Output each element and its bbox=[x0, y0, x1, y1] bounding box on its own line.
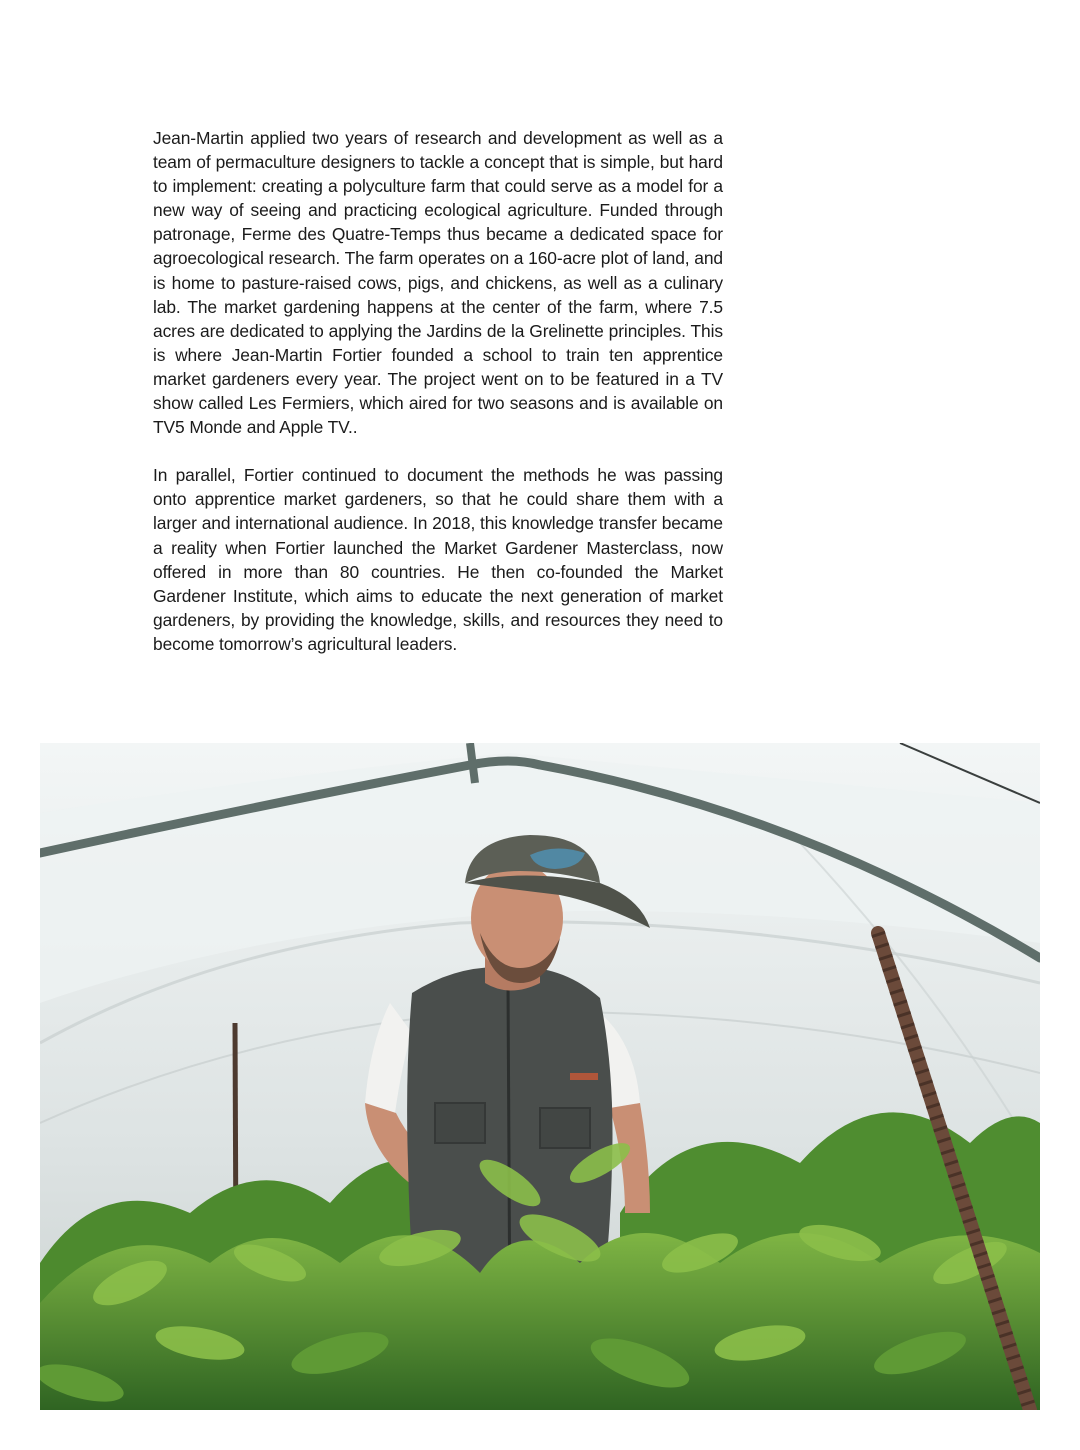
greenhouse-photo bbox=[40, 743, 1040, 1410]
article-paragraph: In parallel, Fortier continued to document the methods he was passing onto apprentice market gardeners, so that he could share them with a larger and international audience. In 2018, this knowledge transfer became a reality when Fortier launched the Market Gardener Masterclass, now offered in more than 80 countries. He then co-founded the Market Gardener Institute, which aims to educate the next generation of market gardeners, by providing the knowledge, skills, and resources they need to become tomorrow’s agricultural leaders. bbox=[153, 465, 723, 654]
article-paragraph: Jean-Martin applied two years of research and development as well as a team of permaculture designers to tackle a concept that is simple, but hard to implement: creating a polyculture farm that could serve as a model for a new way of seeing and practicing ecological agriculture. Funded through patronage, Ferme des Quatre-Temps thus became a dedicated space for agroecological research. The farm operates on a 160-acre plot of land, and is home to pasture-raised cows, pigs, and chickens, as well as a culinary lab. The market gardening happens at the center of the farm, where 7.5 acres are dedicated to applying the Jardins de la Grelinette principles. This is where Jean-Martin Fortier founded a school to train ten apprentice market gardeners every year. The project went on to be featured in a TV show called Les Fermiers, which aired for two seasons and is available on TV5 Monde and Apple TV.. bbox=[153, 128, 723, 438]
greenhouse-photo-illustration bbox=[40, 743, 1040, 1410]
foliage-front bbox=[40, 1233, 1040, 1410]
article-body bbox=[153, 126, 723, 656]
